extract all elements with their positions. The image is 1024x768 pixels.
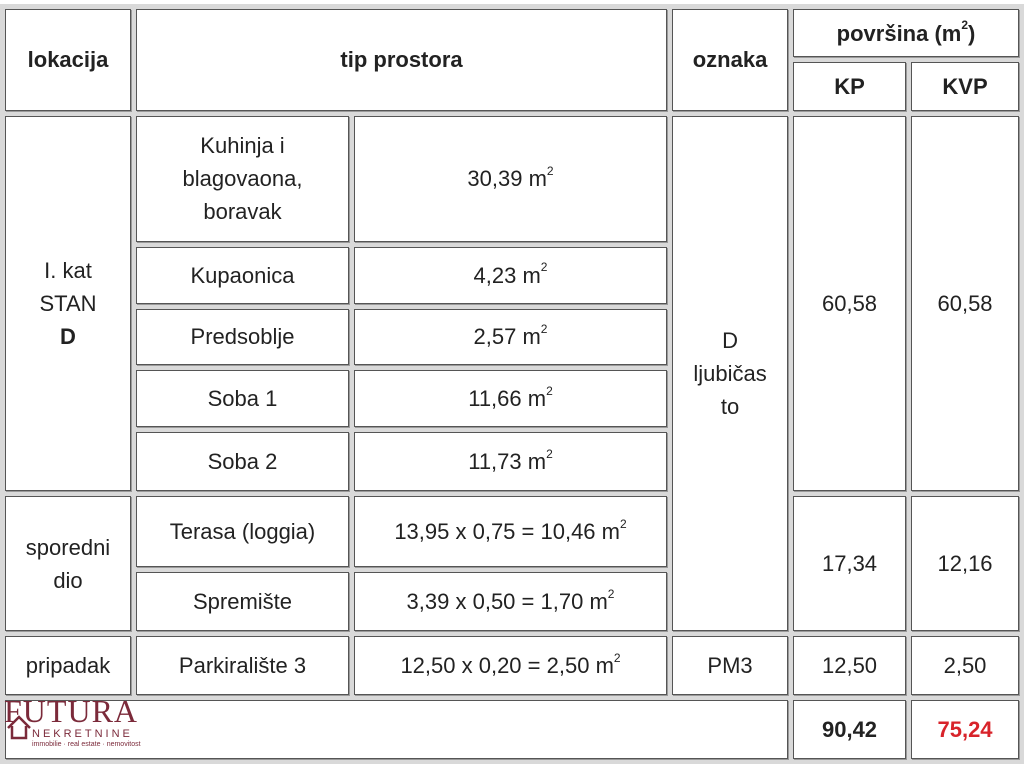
room-area: 11,73 $m^2$ [354, 432, 667, 491]
room-name: Parkiralište 3 [136, 636, 349, 695]
header-lokacija: lokacija [5, 9, 131, 111]
area-table [0, 4, 1024, 764]
pripadak-oznaka: PM3 [672, 636, 788, 695]
header-kp: KP [793, 62, 906, 110]
room-name: Kuhinja i blagovaona, boravak [136, 116, 349, 242]
room-area: 3,39 x 0,50 = 1,70 $m^2$ [354, 572, 667, 631]
room-area: 12,50 x 0,20 = 2,50 $m^2$ [354, 636, 667, 695]
pripadak-kvp: 2,50 [911, 636, 1019, 695]
pripadak-kp: 12,50 [793, 636, 906, 695]
room-name: Soba 1 [136, 370, 349, 427]
room-name: Soba 2 [136, 432, 349, 491]
room-area: 4,23 $m^2$ [354, 247, 667, 304]
sporedni-kvp: 12,16 [911, 496, 1019, 631]
sporedni-kp: 17,34 [793, 496, 906, 631]
futura-logo: FUTURA NEKRETNINE immobilie · real estate · nemovitost [4, 693, 141, 748]
room-area: 11,66 $m^2$ [354, 370, 667, 427]
header-oznaka: oznaka [672, 9, 788, 111]
room-area: 30,39 $m^2$ [354, 116, 667, 242]
header-tip-prostora: tip prostora [136, 9, 667, 111]
total-kvp: 75,24 [911, 700, 1019, 759]
room-area: 13,95 x 0,75 = 10,46 $m^2$ [354, 496, 667, 567]
stan-kp: 60,58 [793, 116, 906, 491]
room-name: Kupaonica [136, 247, 349, 304]
header-povrsina: površina $(m^2)$ [793, 9, 1019, 57]
stan-oznaka: D ljubičas to [672, 116, 788, 632]
room-area: 2,57 $m^2$ [354, 309, 667, 366]
room-name: Terasa (loggia) [136, 496, 349, 567]
room-name: Predsoblje [136, 309, 349, 366]
house-icon [6, 714, 32, 740]
sporedni-location: sporedni dio [5, 496, 131, 631]
total-kp: 90,42 [793, 700, 906, 759]
header-kvp: KVP [911, 62, 1019, 110]
stan-location: I. kat STAN D [5, 116, 131, 491]
room-name: Spremište [136, 572, 349, 631]
pripadak-location: pripadak [5, 636, 131, 695]
stan-kvp: 60,58 [911, 116, 1019, 491]
